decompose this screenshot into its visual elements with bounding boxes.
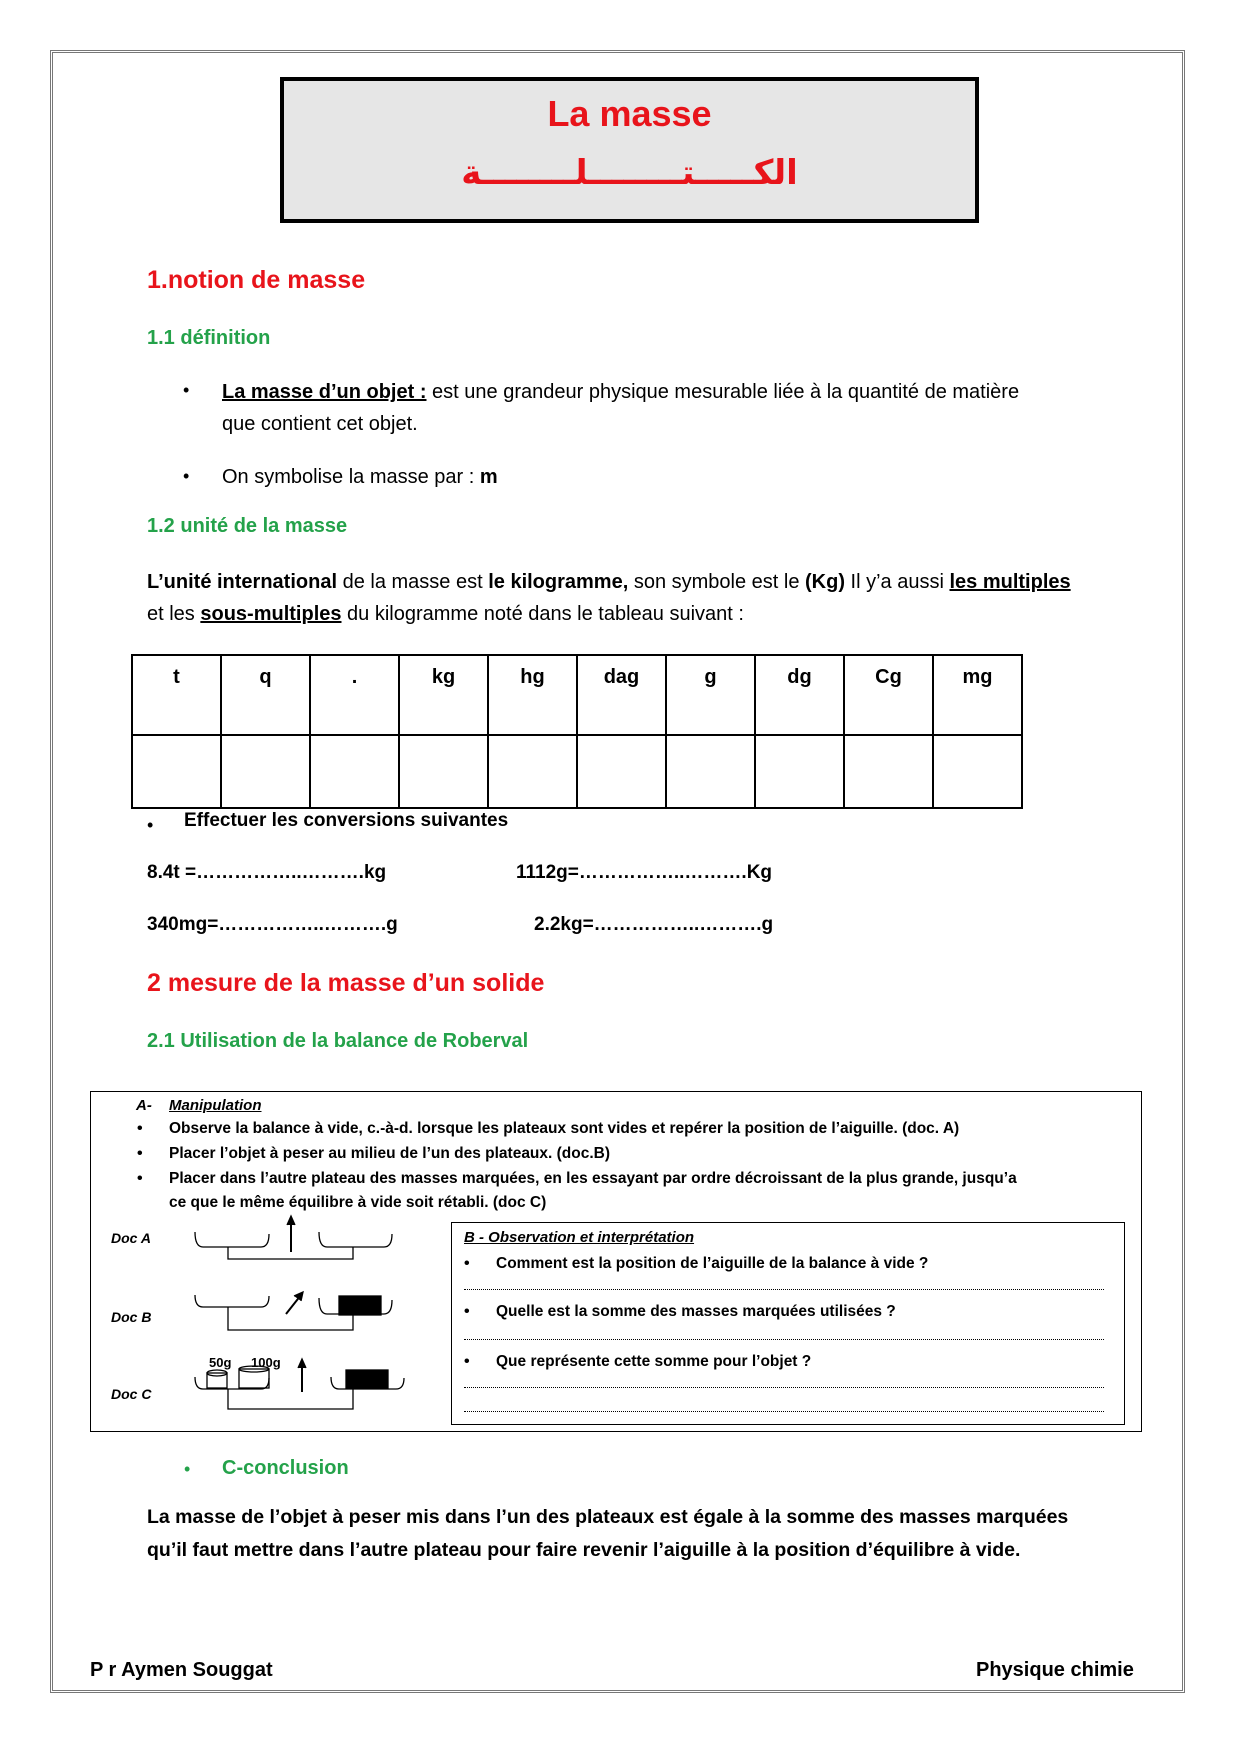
doc-c-label: Doc C (111, 1386, 152, 1402)
empty-cell[interactable] (132, 735, 221, 808)
empty-cell[interactable] (221, 735, 310, 808)
conclusion-heading: C-conclusion (222, 1457, 349, 1479)
empty-cell[interactable] (399, 735, 488, 808)
bullet: • (147, 815, 154, 835)
balance-doc-c (195, 1359, 404, 1409)
conversion-3: 340mg=……………..……….g (147, 914, 398, 935)
unit-cell: q (221, 655, 310, 735)
conclusion-text: La masse de l’objet à peser mis dans l’un des plateaux est égale à la somme des masses marquées qu’il faut mettre dans l’autre plateau pour faire revenir l’aiguille à la position d’équilibre à vide. (147, 1506, 1069, 1561)
empty-cell[interactable] (577, 735, 666, 808)
empty-cell[interactable] (844, 735, 933, 808)
definition-text: La masse d’un objet : est une grandeur physique mesurable liée à la quantité de matière que contient cet objet. (222, 381, 1020, 435)
empty-cell[interactable] (488, 735, 577, 808)
page-title: La masse (547, 93, 712, 134)
conversion-1: 8.4t =……………..……….kg (147, 862, 387, 883)
answer-line[interactable] (464, 1387, 1104, 1388)
observation-question-3: Que représente cette somme pour l’objet ? (496, 1353, 812, 1370)
unit-cell: . (310, 655, 399, 735)
balance-diagrams (91, 1092, 451, 1432)
weight-50g-label: 50g (209, 1355, 232, 1370)
balance-doc-b (195, 1292, 392, 1330)
unit-cell: kg (399, 655, 488, 735)
roberval-heading: 2.1 Utilisation de la balance de Roberval (147, 1030, 529, 1052)
unit-cell: Cg (844, 655, 933, 735)
observation-box: B - Observation et interprétation • Comment est la position de l’aiguille de la balance à vide ? • Quelle est la somme des masses marquées utilisées ? • Que représente cette somme pour l’objet ? (451, 1222, 1125, 1425)
bullet: • (184, 1459, 191, 1479)
unit-cell: t (132, 655, 221, 735)
observation-question-1: Comment est la position de l’aiguille de la balance à vide ? (496, 1255, 929, 1272)
unit-cell: g (666, 655, 755, 735)
manip-item: Placer l’objet à peser au milieu de l’un des plateaux. (doc.B) (169, 1145, 611, 1162)
footer-author: P r Aymen Souggat (90, 1659, 273, 1681)
unit-cell: dag (577, 655, 666, 735)
units-empty-row (132, 735, 1022, 808)
unit-heading: 1.2 unité de la masse (147, 515, 348, 537)
unit-cell: hg (488, 655, 577, 735)
manipulation-box: A- Manipulation • Observe la balance à vide, c.-à-d. lorsque les plateaux sont vides et repérer la position de l’aiguille. (doc. A) • Placer l’objet à peser au milieu de l’un des plateaux. (doc.B) • Placer dans l’autre plateau des masses marquées, en les essayant par ordre décroissant de la plus grande, jusqu’a ce que le même équilibre à vide soit rétabli. (doc C) Doc A Doc B Doc C 50g 100g (90, 1091, 1142, 1432)
section1-heading: 1.notion de masse (147, 266, 366, 294)
observation-title: B - Observation et interprétation (464, 1229, 695, 1246)
doc-b-label: Doc B (111, 1309, 152, 1325)
doc-a-label: Doc A (111, 1230, 151, 1246)
bullet: • (183, 466, 190, 486)
bullet: • (183, 380, 190, 400)
balance-doc-a (195, 1216, 392, 1259)
unit-cell: dg (755, 655, 844, 735)
units-table (131, 654, 1023, 809)
weight-100g-label: 100g (251, 1355, 281, 1370)
empty-cell[interactable] (755, 735, 844, 808)
title-box (280, 77, 979, 223)
conversions-title: Effectuer les conversions suivantes (184, 810, 509, 831)
manip-item: ce que le même équilibre à vide soit rétabli. (doc C) (169, 1194, 547, 1211)
empty-cell[interactable] (666, 735, 755, 808)
empty-cell[interactable] (933, 735, 1022, 808)
unit-cell: mg (933, 655, 1022, 735)
symbol-text: On symbolise la masse par : m (222, 466, 498, 488)
unit-paragraph: L’unité international de la masse est le kilogramme, son symbole est le (Kg) Il y’a aussi les multiples et les sous-multiples du kilogramme noté dans le tableau suivant : (147, 571, 1071, 625)
footer-subject: Physique chimie (976, 1659, 1134, 1681)
page-title-arabic: الكـــــتــــــــلــــــــة (461, 153, 798, 193)
manip-title: Manipulation (169, 1097, 262, 1114)
answer-line[interactable] (464, 1339, 1104, 1340)
conversion-4: 2.2kg=……………..……….g (534, 914, 774, 935)
answer-line[interactable] (464, 1289, 1104, 1290)
manip-label: A- (136, 1097, 152, 1114)
observation-question-2: Quelle est la somme des masses marquées utilisées ? (496, 1303, 896, 1320)
manip-item: Observe la balance à vide, c.-à-d. lorsque les plateaux sont vides et repérer la position de l’aiguille. (doc. A) (169, 1120, 960, 1137)
section2-heading: 2 mesure de la masse d’un solide (147, 969, 545, 997)
manip-item: Placer dans l’autre plateau des masses marquées, en les essayant par ordre décroissant de la plus grande, jusqu’a (169, 1170, 1017, 1187)
definition-heading: 1.1 définition (147, 327, 271, 349)
conversion-2: 1112g=……………..……….Kg (516, 862, 773, 883)
units-header-row (132, 655, 1022, 735)
empty-cell[interactable] (310, 735, 399, 808)
answer-line[interactable] (464, 1411, 1104, 1412)
